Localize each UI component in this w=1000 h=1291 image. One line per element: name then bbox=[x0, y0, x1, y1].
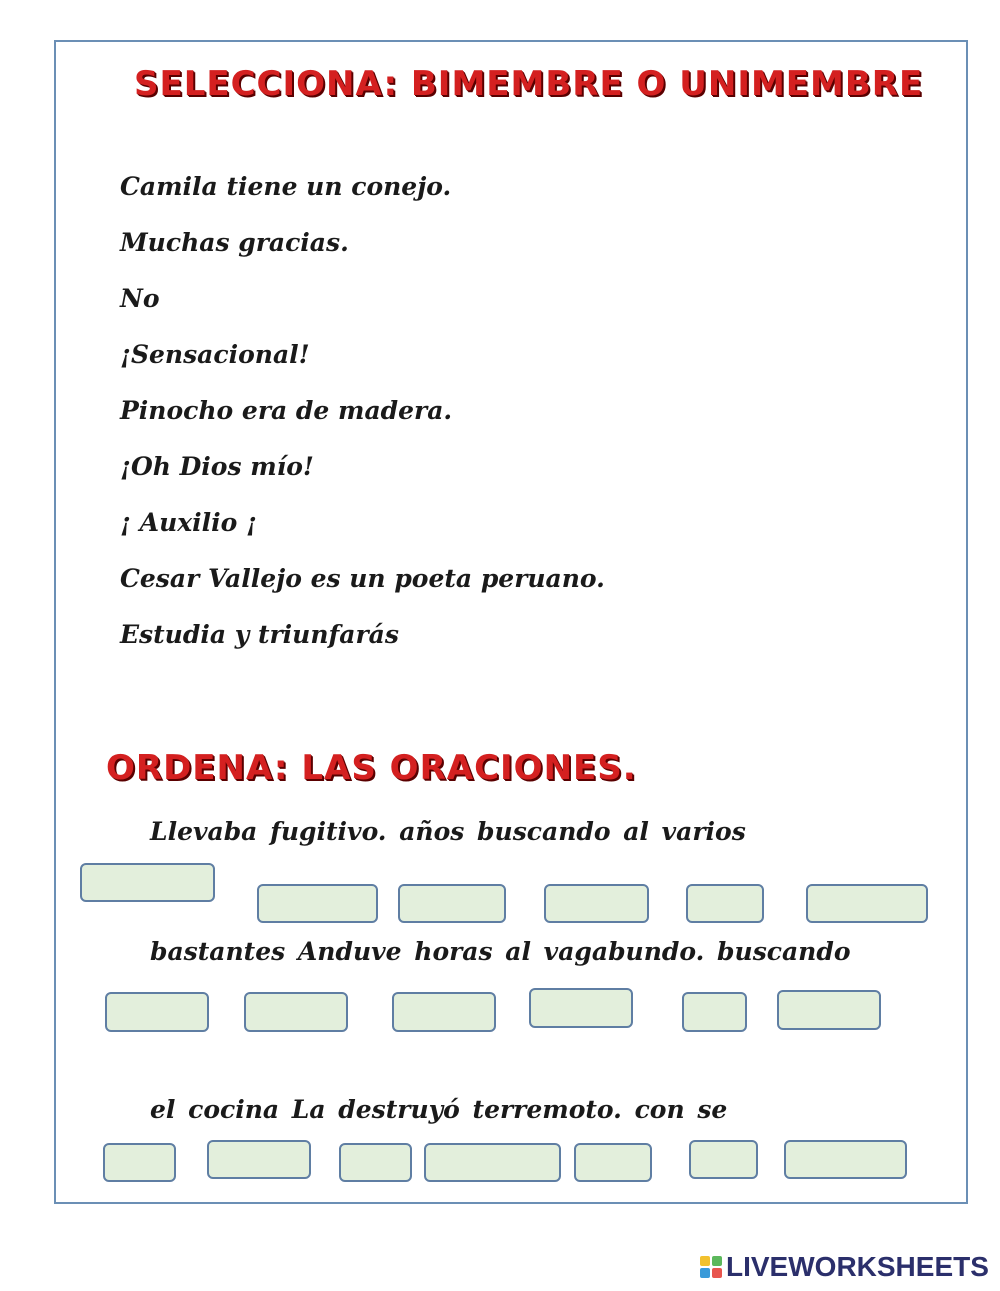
sentence-5[interactable]: Pinocho era de madera. bbox=[120, 396, 453, 425]
sentence-9[interactable]: Estudia y triunfarás bbox=[120, 620, 399, 649]
answer-slot[interactable] bbox=[777, 990, 881, 1030]
answer-slot[interactable] bbox=[806, 884, 928, 923]
answer-slot[interactable] bbox=[339, 1143, 412, 1182]
answer-slot[interactable] bbox=[398, 884, 506, 923]
section2-title: ORDENA: LAS ORACIONES. bbox=[106, 748, 637, 788]
answer-slot[interactable] bbox=[574, 1143, 652, 1182]
answer-slot[interactable] bbox=[689, 1140, 758, 1179]
liveworksheets-logo bbox=[700, 1252, 989, 1282]
answer-slot[interactable] bbox=[103, 1143, 176, 1182]
answer-slot[interactable] bbox=[682, 992, 747, 1032]
answer-slot[interactable] bbox=[105, 992, 209, 1032]
sentence-1[interactable]: Camila tiene un conejo. bbox=[120, 172, 452, 201]
answer-slot[interactable] bbox=[207, 1140, 311, 1179]
answer-slot[interactable] bbox=[244, 992, 348, 1032]
sentence-7[interactable]: ¡ Auxilio ¡ bbox=[120, 508, 257, 537]
answer-slot[interactable] bbox=[392, 992, 496, 1032]
sentence-2[interactable]: Muchas gracias. bbox=[120, 228, 349, 257]
answer-slot[interactable] bbox=[686, 884, 764, 923]
jumbled-words-1: Llevaba fugitivo. años buscando al varios bbox=[150, 817, 746, 846]
sentence-8[interactable]: Cesar Vallejo es un poeta peruano. bbox=[120, 564, 605, 593]
answer-slot[interactable] bbox=[257, 884, 378, 923]
sentence-3[interactable]: No bbox=[120, 284, 160, 313]
jumbled-words-3: el cocina La destruyó terremoto. con se bbox=[150, 1095, 728, 1124]
answer-slot[interactable] bbox=[529, 988, 633, 1028]
logo-text: LIVEWORKSHEETS bbox=[726, 1251, 989, 1282]
answer-slot[interactable] bbox=[784, 1140, 907, 1179]
answer-slot[interactable] bbox=[80, 863, 215, 902]
jumbled-words-2: bastantes Anduve horas al vagabundo. buscando bbox=[150, 937, 851, 966]
logo-blocks-icon bbox=[700, 1256, 722, 1278]
sentence-4[interactable]: ¡Sensacional! bbox=[120, 340, 310, 369]
answer-slot[interactable] bbox=[424, 1143, 561, 1182]
answer-slot[interactable] bbox=[544, 884, 649, 923]
section1-title: SELECCIONA: BIMEMBRE O UNIMEMBRE bbox=[134, 64, 924, 104]
sentence-6[interactable]: ¡Oh Dios mío! bbox=[120, 452, 314, 481]
